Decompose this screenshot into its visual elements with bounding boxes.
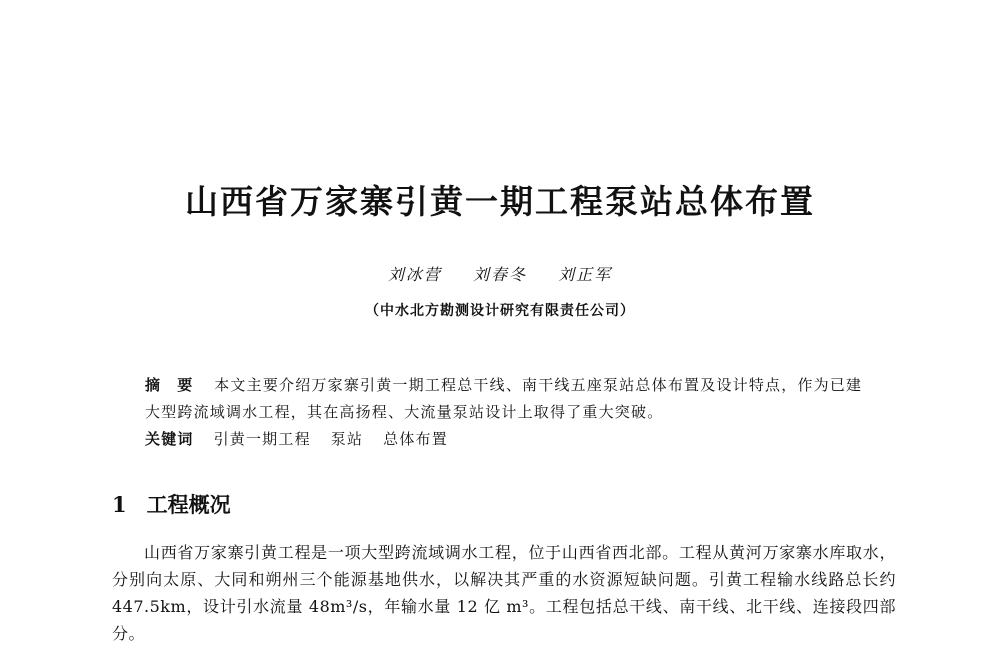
section-title: 工程概况 xyxy=(146,492,231,517)
author-name: 刘冰营 xyxy=(387,265,442,284)
keyword: 总体布置 xyxy=(383,430,448,448)
section-heading xyxy=(112,489,231,519)
author-name: 刘春冬 xyxy=(472,265,527,284)
abstract xyxy=(145,372,865,426)
abstract-text: 本文主要介绍万家寨引黄一期工程总干线、南干线五座泵站总体布置及设计特点，作为已建大型跨流域调水工程，其在高扬程、大流量泵站设计上取得了重大突破。 xyxy=(145,376,863,421)
keyword: 引黄一期工程 xyxy=(213,430,311,448)
body-paragraph: 山西省万家寨引黄工程是一项大型跨流域调水工程，位于山西省西北部。工程从黄河万家寨水库取水，分别向太原、大同和朔州三个能源基地供水，以解决其严重的水资源短缺问题。引黄工程输水线路总长约 447.5km，设计引水流量 48m³/s，年输水量 12 亿 m³。工程包括总干线、南干线、北干线、连接段四部分。 xyxy=(112,543,896,643)
keywords-label: 关键词 xyxy=(145,430,194,448)
author-name: 刘正军 xyxy=(558,265,613,284)
author-affiliation: （中水北方勘测设计研究有限责任公司） xyxy=(365,303,635,319)
abstract-label: 摘 要 xyxy=(145,376,199,394)
section-number: 1 xyxy=(112,492,127,517)
keywords xyxy=(145,427,462,451)
paper-title: 山西省万家寨引黄一期工程泵站总体布置 xyxy=(185,182,815,221)
author-list xyxy=(0,262,1000,285)
keyword: 泵站 xyxy=(330,430,364,448)
